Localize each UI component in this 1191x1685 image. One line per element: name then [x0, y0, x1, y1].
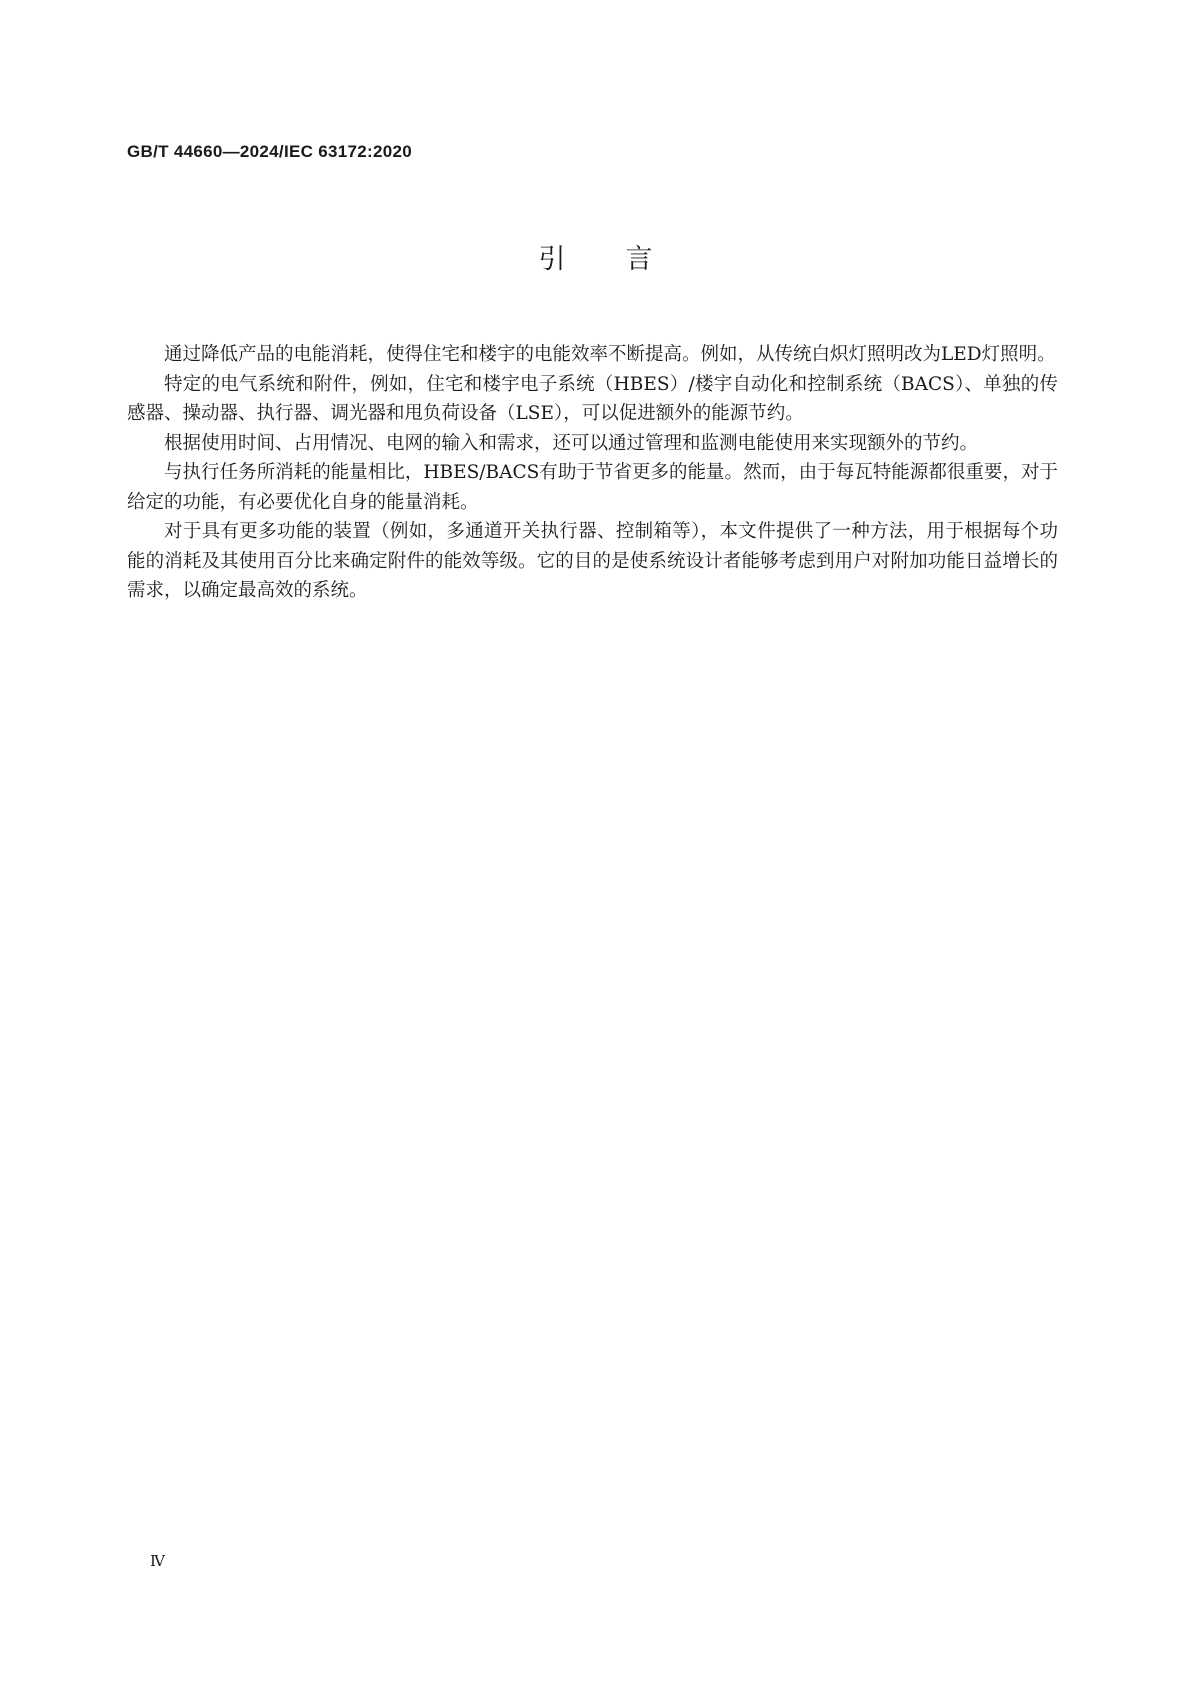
document-code: GB/T 44660—2024/IEC 63172:2020 — [127, 142, 412, 161]
paragraph: 根据使用时间、占用情况、电网的输入和需求，还可以通过管理和监测电能使用来实现额外的节约。 — [164, 432, 979, 454]
paragraph: 对于具有更多功能的装置（例如，多通道开关执行器、控制箱等），本文件提供了一种方法，用于根据每个功能的消耗及其使用百分比来确定附件的能效等级。它的目的是使系统设计者能够考虑到用户对附加功能日益增长的需求，以确定最高效的系统。 — [127, 521, 1058, 601]
body-text — [127, 340, 1058, 606]
paragraph: 特定的电气系统和附件，例如，住宅和楼宇电子系统（HBES）/楼宇自动化和控制系统（BACS）、单独的传感器、操动器、执行器、调光器和甩负荷设备（LSE），可以促进额外的能源节约。 — [127, 373, 1058, 424]
paragraph: 通过降低产品的电能消耗，使得住宅和楼宇的电能效率不断提高。例如，从传统白炽灯照明改为LED灯照明。 — [164, 344, 1056, 365]
page-number: Ⅳ — [150, 1552, 165, 1570]
paragraph: 与执行任务所消耗的能量相比，HBES/BACS有助于节省更多的能量。然而，由于每瓦特能源都很重要，对于给定的功能，有必要优化自身的能量消耗。 — [127, 462, 1058, 513]
section-title: 引言 — [538, 244, 713, 275]
